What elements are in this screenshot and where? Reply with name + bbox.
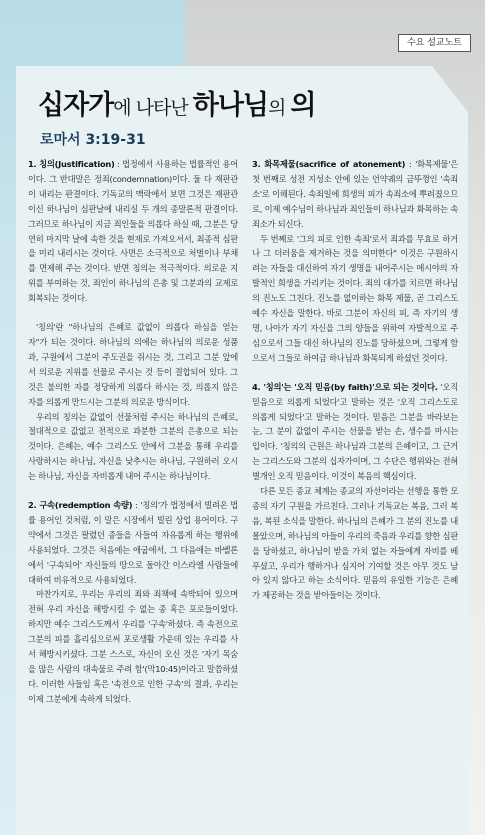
title-part-of: 의 [268,97,291,119]
section-redemption-intro [28,498,238,587]
title-part-revealed: 에 나타난 [113,97,193,119]
left-column [28,157,238,721]
right-column [252,157,458,617]
paragraph-text: : '칭의'가 법정에서 빌려온 법률 용어인 것처럼, 이 말은 시장에서 빌린 상업 용어이다. 구약에서 그것은 팔렸던 종들을 사들여 자유롭게 하는 행위에 사용되었다. 그것은 처음에는 애굽에서, 그 다음에는 바벨론에서 '구속되어' 자신들의 땅으로 돌아간 이스라엘 사람들에 대하여 비유적으로 사용되었다. [28,500,238,585]
title-part-righteousness: 의 [290,90,316,121]
paragraph-text: '오직 믿음으로 의롭게 되었다'고 말하는 것은 '오직 그리스도로 의롭게 되었다'고 말하는 것이다. 믿음은 그분을 바라보는 눈, 그 분이 값없이 주시는 선물을 받는 손, 생수를 마시는 입이다. '칭의의 근원은 하나님과 그분의 은혜이고, 그 근거는 그리스도와 그분의 십자가이며, 그 수단은 행위와는 전혀 별개인 오직 믿음이다. 이것이 복음의 핵심이다. [252,381,458,482]
paragraph-text: : '화목제물'은 첫 번째로 성전 지성소 안에 있는 언약궤의 금뚜껑인 '속죄소'로 이해된다. 속죄일에 희생의 피가 속죄소에 뿌려졌으므로, 이제 예수님이 하나님과 죄인들이 하나님과 화목하는 속죄소가 되신다. [252,159,458,229]
paragraph-text: 두 번째로 '그의 피로 인한 속죄'로서 죄과를 무효로 하거나 그 더러움을 제거하는 것을 의미한다" 이것은 구원하시려는 자들을 대신하여 자기 생명을 내어주시는 메시야의 자발적인 희생을 가리키는 것이다. 죄의 대가를 치르면 하나님의 진노도 그친다. 진노를 없이하는 화목 제물, 곧 그리스도 예수 자신을 말한다. 바로 그분이 자신의 피, 즉 자기의 생명, 나아가 자기 자신을 그의 양들을 위하여 자발적으로 주심으로서 그들 대신 하나님의 진노를 당하셨으며, 그렇게 함으로서 그들로 하여금 하나님과 화목되게 하셨던 것이다. [252,233,458,363]
paragraph-text: : 법정에서 사용하는 법률적인 용어이다. 그 반대말은 정죄(condemnation)이다. 둘 다 재판관이 내리는 판결이다. 기독교의 맥락에서 보면 그것은 재판관이신 하나님이 심판날에 내리실 두 개의 종말론적 판결이다. 그러므로 하나님이 지금 죄인들을 의롭다 하실 때, 그분은 당연히 마지막 날에 속한 것을 현재로 가져오셔서, 최종적 심판을 미리 내리시는 것이다. 사면은 소극적으로 처벌이나 부채를 면제해 주는 것이다. 반면 칭의는 적극적이다. 의로운 지위를 부여하는 것, 죄인이 하나님의 은총 및 그분과의 교제로 회복되는 것이다. [28,159,238,304]
paragraph-text: '칭의'란 "하나님의 은혜로 값없이 의롭다 하심을 얻는 자"가 되는 것이다. 하나님의 의에는 하나님의 의로운 성품과, 구원에서 그분이 주도권을 쥐시는 것, 그리고 그분 앞에서 의로운 지위를 선물로 주시는 것 등이 결합되어 있다. 그것은 불의한 자를 정당하게 의롭다 하시는 것, 의롭지 않은 자를 의롭게 만드시는 그분의 의로운 방식이다. [28,322,238,407]
scripture-reference: 로마서 3:19-31 [40,132,146,148]
paragraph-text: 다른 모든 종교 체계는 종교의 자선이라는 선행을 통한 모종의 자기 구원을 가르친다. 그러나 기독교는 복음, 그러 복음, 복된 소식을 말한다. 하나님의 은혜가 그 분의 진노를 내몰았으며, 하나님의 아들이 우리의 죽음과 우리를 향한 심판을 당하셨고, 하나님이 받을 가치 없는 자들에게 자비를 베푸셨고, 우리가 행하거나 심지어 기여할 것은 아무 것도 남아 있지 않다고 하는 소식이다. 믿음의 유일한 기능은 은혜가 제공하는 것을 받아들이는 것이다. [252,486,458,601]
paragraph-text: 우리의 칭의는 값없이 선물처럼 주시는 하나님의 은혜로, 절대적으로 값없고 전적으로 과분한 그분의 은총으로 되는 것이다. 은혜는, 예수 그리스도 안에서 그분을 통해 우리를 사랑하시는 하나님, 자신을 낮추시는 하나님, 구원하러 오시는 하나님, 자신을 자비롭게 내어 주시는 하나님이다. [28,411,238,482]
title-part-cross: 십자가 [38,90,114,121]
section-faith-intro [252,380,458,484]
section-justification-intro [28,157,238,306]
section-heading-faith: 4. '칭의'는 '오직 믿음(by faith)'으로 되는 것이다. [252,381,438,392]
page-title [38,83,316,122]
section-heading-justification: 1. 칭의(Justification) [28,159,115,169]
paragraph-text: 마찬가지로, 우리는 우리의 죄와 죄책에 속박되어 있으며 전혀 우리 자신을 해방시킬 수 없는 종 혹은 포로들이었다. 하지만 예수 그리스도께서 우리를 '구속'하셨다. 즉 속전으로 그분의 피를 흘리심으로써 포로생활 가운데 있는 우리를 사서 해방시키셨다. 그분 스스로, 자신이 오신 것은 '자기 목숨을 많은 사람의 대속물로 주려 함'(막10:45)이라고 말씀하셨다. 이러한 사들임 혹은 '속전으로 인한 구속'의 결과, 우리는 이제 그분에게 속하게 되었다. [28,589,238,704]
title-part-god: 하나님 [192,90,268,121]
section-heading-atonement: 3. 화목제물(sacrifice of atonement) [252,159,406,169]
section-atonement-intro [252,157,458,232]
section-tag: 수요 설교노트 [398,34,471,52]
section-heading-redemption: 2. 구속(redemption 속량) [28,500,133,511]
